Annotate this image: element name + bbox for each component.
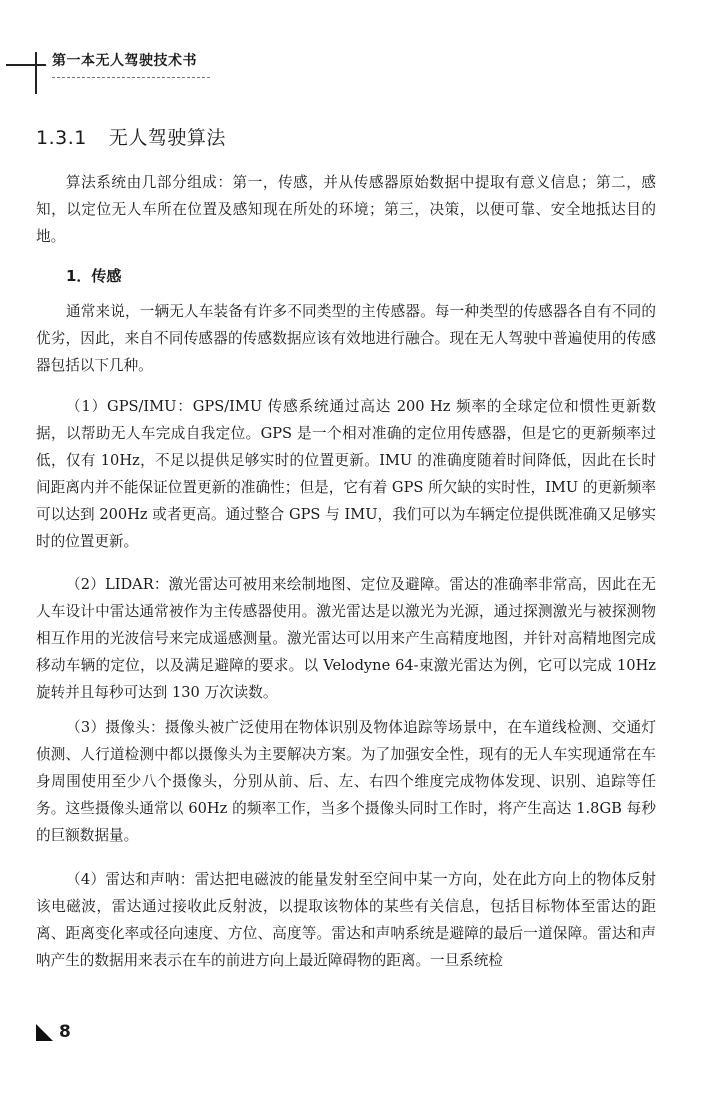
section-title: 无人驾驶算法 (108, 127, 226, 149)
sensors-intro-paragraph: 通常来说，一辆无人车装备有许多不同类型的主传感器。每一种类型的传感器各自有不同的优劣，因此，来自不同传感器的传感数据应该有效地进行融合。现在无人驾驶中普遍使用的传感器包括以下几种。 (36, 303, 656, 374)
page-corner-triangle-icon (36, 1024, 53, 1041)
intro-paragraph: 算法系统由几部分组成：第一，传感，并从传感器原始数据中提取有意义信息；第二，感知，以定位无人车所在位置及感知现在所处的环境；第三，决策，以便可靠、安全地抵达目的地。 (36, 174, 656, 245)
gps-imu-paragraph: （1）GPS/IMU：GPS/IMU 传感系统通过高达 200 Hz 频率的全球定位和惯性更新数据，以帮助无人车完成自我定位。GPS 是一个相对准确的定位用传感器，但是它的更新频率过低，仅有 10Hz，不足以提供足够实时的位置更新。IMU 的准确度随着时间降低，因此在长时间距离内并不能保证位置更新的准确性；但是，它有着 GPS 所欠缺的实时性，IMU 的更新频率可以达到 200Hz 或者更高。通过整合 GPS 与 IMU，我们可以为车辆定位提供既准确又足够实时的位置更新。 (36, 398, 656, 550)
header-rule-vertical (35, 52, 37, 94)
book-title: 第一本无人驾驶技术书 (52, 53, 197, 69)
running-header (0, 0, 714, 100)
page-footer (36, 1022, 71, 1042)
subsection-heading: 1．传感 (66, 267, 122, 285)
section-number: 1.3.1 (36, 127, 87, 149)
header-dashed-rule (52, 77, 210, 78)
page-number: 8 (59, 1022, 71, 1042)
section-heading (36, 123, 226, 150)
radar-sonar-paragraph: （4）雷达和声呐：雷达把电磁波的能量发射至空间中某一方向，处在此方向上的物体反射该电磁波，雷达通过接收此反射波，以提取该物体的某些有关信息，包括目标物体至雷达的距离、距离变化率或径向速度、方位、高度等。雷达和声呐系统是避障的最后一道保障。雷达和声呐产生的数据用来表示在车的前进方向上最近障碍物的距离。一旦系统检 (36, 871, 656, 969)
lidar-paragraph: （2）LIDAR：激光雷达可被用来绘制地图、定位及避障。雷达的准确率非常高，因此在无人车设计中雷达通常被作为主传感器使用。激光雷达是以激光为光源，通过探测激光与被探测物相互作用的光波信号来完成遥感测量。激光雷达可以用来产生高精度地图，并针对高精地图完成移动车辆的定位，以及满足避障的要求。以 Velodyne 64-束激光雷达为例，它可以完成 10Hz 旋转并且每秒可达到 130 万次读数。 (36, 576, 656, 701)
header-rule-horizontal (6, 64, 46, 66)
camera-paragraph: （3）摄像头：摄像头被广泛使用在物体识别及物体追踪等场景中，在车道线检测、交通灯侦测、人行道检测中都以摄像头为主要解决方案。为了加强安全性，现有的无人车实现通常在车身周围使用至少八个摄像头，分别从前、后、左、右四个维度完成物体发现、识别、追踪等任务。这些摄像头通常以 60Hz 的频率工作，当多个摄像头同时工作时，将产生高达 1.8GB 每秒的巨额数据量。 (36, 719, 656, 844)
